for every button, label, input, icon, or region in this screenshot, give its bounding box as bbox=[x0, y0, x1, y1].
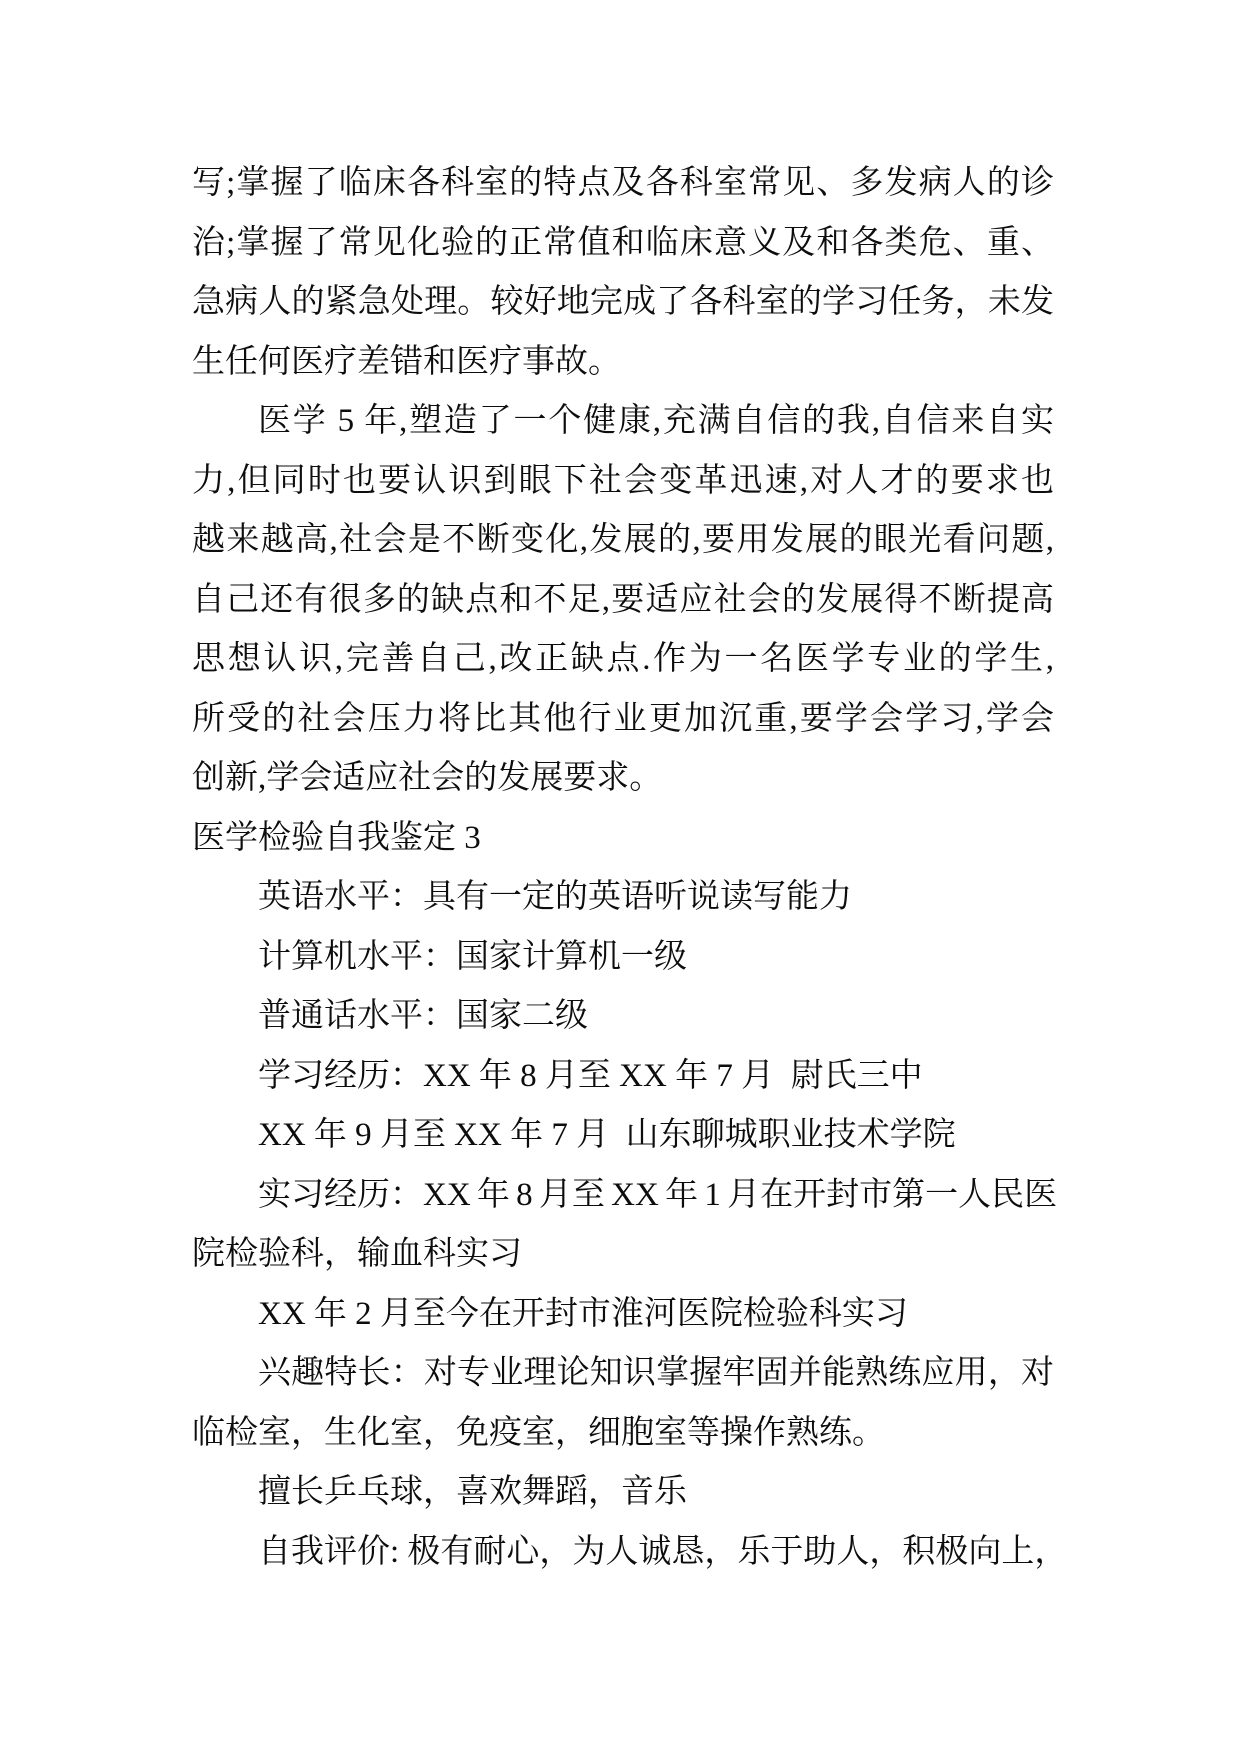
paragraph-line: 院检验科，输血科实习 bbox=[192, 1236, 522, 1272]
paragraph-line: 治;掌握了常见化验的正常值和临床意义及和各类危、重、 bbox=[192, 224, 1054, 261]
internship-history-continued bbox=[192, 1285, 1054, 1345]
paragraph-line: 所受的社会压力将比其他行业更加沉重,要学会学习,学会 bbox=[192, 700, 1054, 737]
paragraph-line: 越来越高,社会是不断变化,发展的,要用发展的眼光看问题, bbox=[192, 522, 1054, 558]
paragraph-line: 自己还有很多的缺点和不足,要适应社会的发展得不断提高 bbox=[192, 581, 1054, 618]
paragraph-line: 思想认识,完善自己,改正缺点.作为一名医学专业的学生, bbox=[192, 641, 1054, 677]
section-heading-text: 医学检验自我鉴定 3 bbox=[192, 819, 481, 856]
paragraph-self-reflection bbox=[192, 392, 1054, 809]
paragraph-line: 创新,学会适应社会的发展要求。 bbox=[192, 760, 663, 796]
paragraph-line: 学习经历：XX 年 8 月至 XX 年 7 月 尉氏三中 bbox=[258, 1057, 923, 1094]
paragraph-line: 英语水平：具有一定的英语听说读写能力 bbox=[258, 879, 852, 915]
english-level bbox=[192, 868, 1054, 928]
paragraph-line: 实习经历：XX 年 8 月至 XX 年 1 月在开封市第一人民医 bbox=[258, 1176, 1058, 1213]
internship-history bbox=[192, 1166, 1058, 1285]
paragraph-line: 自我评价: 极有耐心，为人诚恳，乐于助人，积极向上， bbox=[258, 1533, 1068, 1570]
paragraph-line: XX 年 9 月至 XX 年 7 月 山东聊城职业技术学院 bbox=[258, 1117, 956, 1153]
paragraph-line: 医学 5 年,塑造了一个健康,充满自信的我,自信来自实 bbox=[258, 403, 1054, 439]
mandarin-level bbox=[192, 987, 1054, 1047]
self-evaluation bbox=[192, 1523, 1068, 1583]
section-heading bbox=[192, 809, 1054, 869]
computer-level bbox=[192, 928, 1054, 988]
interests-skills bbox=[192, 1344, 1054, 1463]
paragraph-line: 兴趣特长：对专业理论知识掌握牢固并能熟练应用，对 bbox=[258, 1355, 1054, 1391]
paragraph-line: XX 年 2 月至今在开封市淮河医院检验科实习 bbox=[258, 1295, 908, 1332]
education-history-continued bbox=[192, 1106, 1054, 1166]
paragraph-line: 计算机水平：国家计算机一级 bbox=[258, 938, 687, 975]
paragraph-line: 生任何医疗差错和医疗事故。 bbox=[192, 343, 621, 380]
paragraph-line: 力,但同时也要认识到眼下社会变革迅速,对人才的要求也 bbox=[192, 462, 1054, 499]
document-body bbox=[192, 154, 1068, 1582]
hobbies bbox=[192, 1463, 1054, 1523]
education-history bbox=[192, 1047, 1054, 1107]
paragraph-line: 擅长乒乓球，喜欢舞蹈，音乐 bbox=[258, 1474, 687, 1510]
paragraph-line: 普通话水平：国家二级 bbox=[258, 998, 588, 1034]
paragraph-line: 临检室，生化室，免疫室，细胞室等操作熟练。 bbox=[192, 1414, 885, 1451]
paragraph-clinical-skills bbox=[192, 154, 1054, 392]
paragraph-line: 急病人的紧急处理。较好地完成了各科室的学习任务，未发 bbox=[192, 284, 1054, 320]
paragraph-line: 写;掌握了临床各科室的特点及各科室常见、多发病人的诊 bbox=[192, 165, 1054, 201]
